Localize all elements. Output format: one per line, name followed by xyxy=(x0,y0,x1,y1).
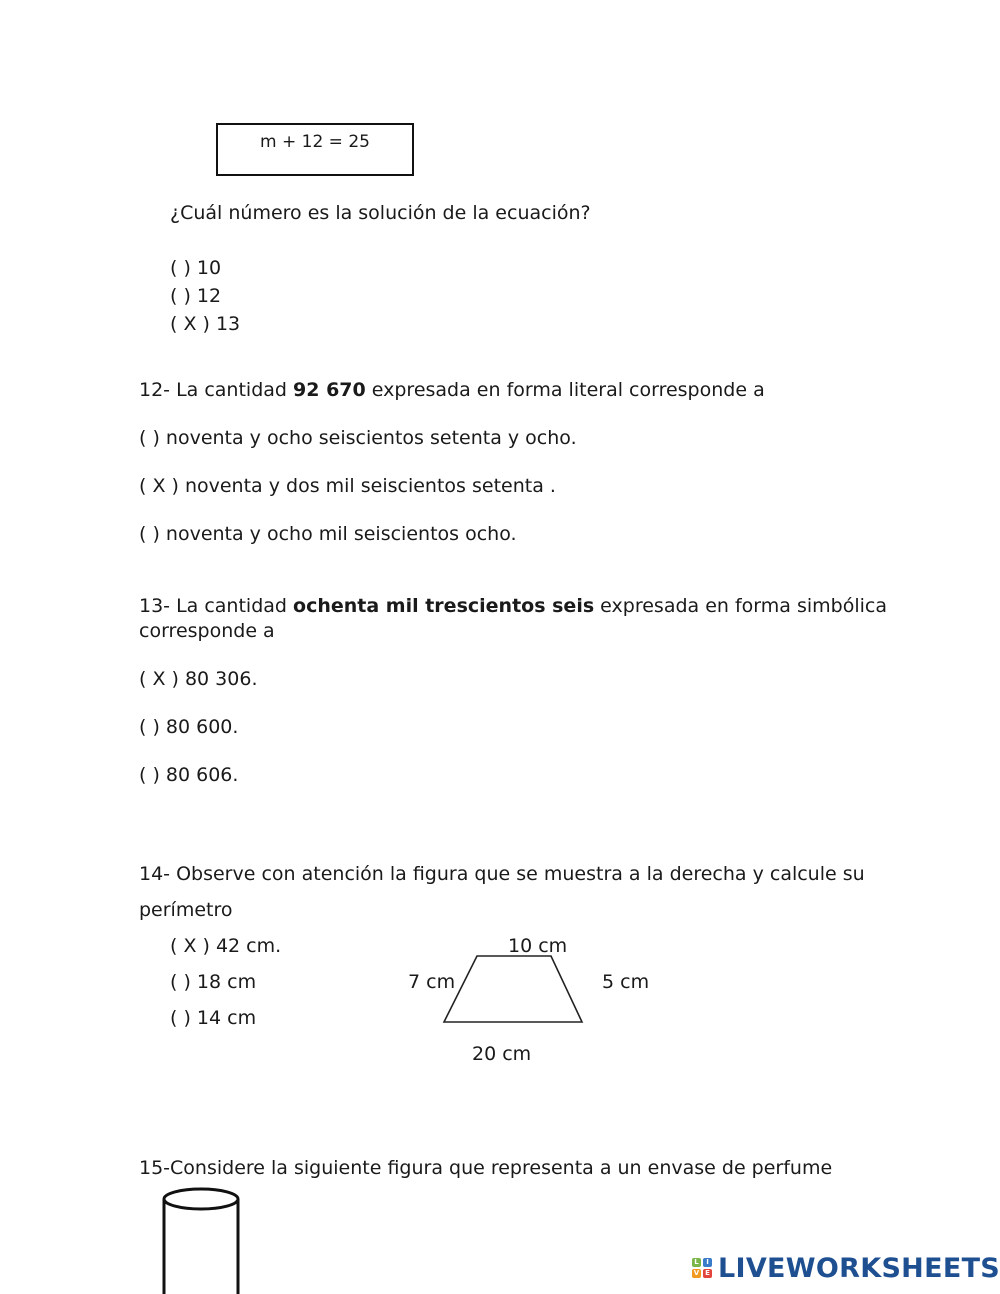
q13-option-1[interactable]: ( X ) 80 306. xyxy=(139,668,258,690)
liveworksheets-logo xyxy=(692,1252,1000,1284)
q13-option-3[interactable]: ( ) 80 606. xyxy=(139,764,239,786)
q15-text: 15-Considere la siguiente figura que representa a un envase de perfume xyxy=(139,1157,833,1179)
trapezoid-left-label: 7 cm xyxy=(408,971,456,993)
trapezoid-right-label: 5 cm xyxy=(602,971,650,993)
logo-text: LIVEWORKSHEETS xyxy=(718,1252,1000,1284)
q14-text-line1: 14- Observe con atención la figura que se muestra a la derecha y calcule su xyxy=(139,863,865,885)
q13-text-line2: corresponde a xyxy=(139,620,275,642)
q14-option-1[interactable]: ( X ) 42 cm. xyxy=(170,935,282,957)
q11-question: ¿Cuál número es la solución de la ecuación? xyxy=(170,202,591,224)
logo-letter-e: E xyxy=(703,1269,712,1278)
q13-prefix: 13- La cantidad xyxy=(139,595,294,617)
q11-option-2[interactable]: ( ) 12 xyxy=(170,285,222,307)
q12-option-3[interactable]: ( ) noventa y ocho mil seiscientos ocho. xyxy=(139,523,517,545)
q12-prefix: 12- La cantidad xyxy=(139,379,294,401)
q11-option-3[interactable]: ( X ) 13 xyxy=(170,313,241,335)
q13-suffix: expresada en forma simbólica xyxy=(594,595,887,617)
trapezoid-top-label: 10 cm xyxy=(508,935,568,957)
logo-mark-icon xyxy=(692,1258,712,1278)
q14-text-line2: perímetro xyxy=(139,899,233,921)
cylinder-top xyxy=(164,1189,238,1209)
q12-option-2[interactable]: ( X ) noventa y dos mil seiscientos setenta . xyxy=(139,475,556,497)
q13-option-2[interactable]: ( ) 80 600. xyxy=(139,716,239,738)
q14-option-3[interactable]: ( ) 14 cm xyxy=(170,1007,257,1029)
q12-amount: 92 670 xyxy=(293,379,366,401)
q12-option-1[interactable]: ( ) noventa y ocho seiscientos setenta y ocho. xyxy=(139,427,577,449)
q14-option-2[interactable]: ( ) 18 cm xyxy=(170,971,257,993)
logo-letter-l: L xyxy=(692,1258,701,1267)
logo-letter-v: V xyxy=(693,1269,700,1277)
equation-text: m + 12 = 25 xyxy=(260,131,370,152)
q13-amount: ochenta mil trescientos seis xyxy=(293,595,595,617)
q11-option-1[interactable]: ( ) 10 xyxy=(170,257,222,279)
q12-suffix: expresada en forma literal corresponde a xyxy=(365,379,765,401)
logo-letter-i: I xyxy=(703,1258,712,1267)
trapezoid-bottom-label: 20 cm xyxy=(472,1043,532,1065)
